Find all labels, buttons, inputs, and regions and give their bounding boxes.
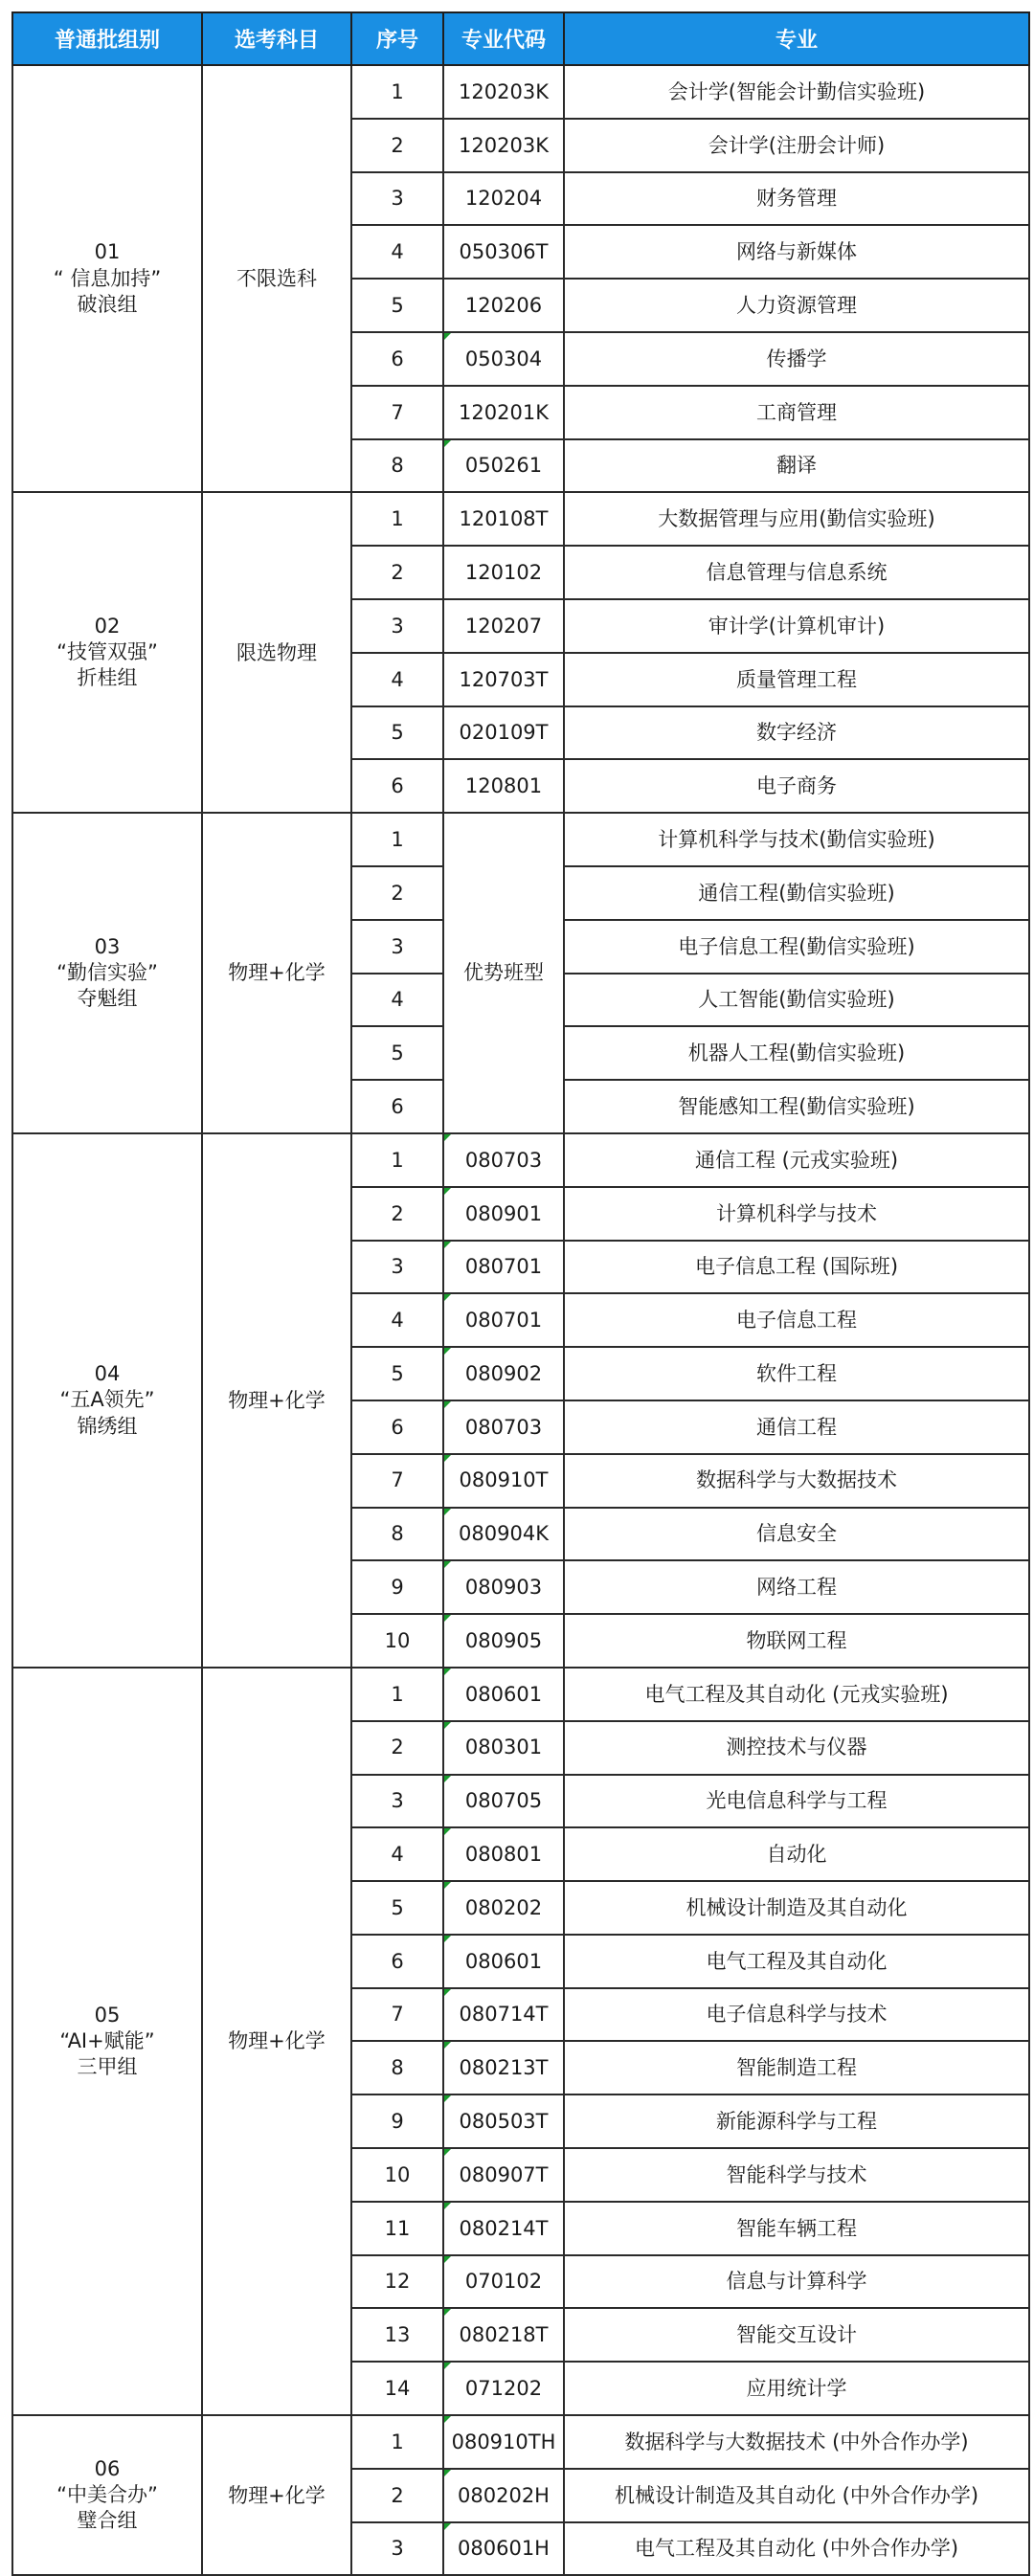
major-cell: 智能车辆工程: [564, 2202, 1029, 2255]
number-cell: 2: [351, 119, 443, 172]
number-cell: 5: [351, 279, 443, 332]
code-cell: 080902: [443, 1347, 564, 1400]
table-body: [12, 65, 1029, 2575]
header-code: 专业代码: [443, 12, 564, 65]
code-cell: 050306T: [443, 225, 564, 279]
number-cell: 6: [351, 332, 443, 386]
major-cell: 智能交互设计: [564, 2308, 1029, 2362]
major-cell: 财务管理: [564, 172, 1029, 226]
code-cell: 080701: [443, 1241, 564, 1294]
code-cell: 120102: [443, 546, 564, 599]
number-cell: 6: [351, 1935, 443, 1988]
major-cell: 智能感知工程(勤信实验班): [564, 1080, 1029, 1133]
major-cell: 测控技术与仪器: [564, 1721, 1029, 1775]
number-cell: 8: [351, 439, 443, 493]
code-cell: 080907T: [443, 2148, 564, 2202]
code-cell: 080705: [443, 1775, 564, 1828]
subject-cell: 不限选科: [202, 65, 351, 492]
major-cell: 光电信息科学与工程: [564, 1775, 1029, 1828]
code-cell: 020109T: [443, 706, 564, 760]
code-cell: 120207: [443, 599, 564, 653]
group-id: 04: [94, 1361, 121, 1385]
number-cell: 8: [351, 2041, 443, 2094]
number-cell: 5: [351, 1347, 443, 1400]
major-cell: 网络与新媒体: [564, 225, 1029, 279]
major-cell: 电气工程及其自动化 (中外合作办学): [564, 2522, 1029, 2576]
number-cell: 4: [351, 653, 443, 706]
number-cell: 6: [351, 1400, 443, 1454]
header-group: 普通批组别: [12, 12, 202, 65]
major-cell: 电子信息科学与技术: [564, 1988, 1029, 2042]
code-cell: 080301: [443, 1721, 564, 1775]
subject-cell: 限选物理: [202, 492, 351, 813]
header-number: 序号: [351, 12, 443, 65]
table-row: [12, 1133, 1029, 1187]
group-cell: [12, 65, 202, 492]
group-slogan: “技管双强”: [56, 640, 158, 664]
number-cell: 9: [351, 1560, 443, 1614]
code-cell: 080905: [443, 1614, 564, 1668]
code-cell: 120203K: [443, 119, 564, 172]
code-cell-merged: 优势班型: [443, 813, 564, 1133]
group-cell: [12, 1133, 202, 1668]
code-cell: 070102: [443, 2255, 564, 2309]
code-cell: 080701: [443, 1293, 564, 1347]
major-cell: 工商管理: [564, 386, 1029, 439]
subject-cell: 物理+化学: [202, 1668, 351, 2415]
subject-cell: 物理+化学: [202, 813, 351, 1133]
major-cell: 数据科学与大数据技术: [564, 1454, 1029, 1508]
major-cell: 翻译: [564, 439, 1029, 493]
code-cell: 080910TH: [443, 2415, 564, 2469]
major-cell: 通信工程(勤信实验班): [564, 866, 1029, 920]
table-row: [12, 65, 1029, 119]
major-cell: 审计学(计算机审计): [564, 599, 1029, 653]
major-cell: 人工智能(勤信实验班): [564, 974, 1029, 1027]
code-cell: 080214T: [443, 2202, 564, 2255]
major-cell: 机器人工程(勤信实验班): [564, 1026, 1029, 1080]
table-header: [12, 12, 1029, 65]
header-subject: 选考科目: [202, 12, 351, 65]
major-cell: 物联网工程: [564, 1614, 1029, 1668]
group-name: 锦绣组: [77, 1414, 138, 1438]
number-cell: 10: [351, 2148, 443, 2202]
major-cell: 电子信息工程(勤信实验班): [564, 920, 1029, 974]
major-cell: 通信工程: [564, 1400, 1029, 1454]
subject-cell: 物理+化学: [202, 2415, 351, 2575]
subject-cell: 物理+化学: [202, 1133, 351, 1668]
number-cell: 2: [351, 1721, 443, 1775]
number-cell: 5: [351, 706, 443, 760]
code-cell: 120801: [443, 759, 564, 813]
code-cell: 080703: [443, 1133, 564, 1187]
major-cell: 机械设计制造及其自动化: [564, 1881, 1029, 1935]
major-cell: 智能科学与技术: [564, 2148, 1029, 2202]
major-cell: 信息与计算科学: [564, 2255, 1029, 2309]
group-name: 折桂组: [77, 666, 138, 690]
group-cell: [12, 813, 202, 1133]
major-cell: 智能制造工程: [564, 2041, 1029, 2094]
code-cell: 080202H: [443, 2469, 564, 2522]
header-major: 专业: [564, 12, 1029, 65]
major-cell: 电子信息工程: [564, 1293, 1029, 1347]
table-row: [12, 492, 1029, 546]
number-cell: 7: [351, 1454, 443, 1508]
code-cell: 080601: [443, 1935, 564, 1988]
major-cell: 自动化: [564, 1827, 1029, 1881]
code-cell: 080910T: [443, 1454, 564, 1508]
majors-table: [11, 11, 1030, 2576]
major-cell: 会计学(注册会计师): [564, 119, 1029, 172]
number-cell: 1: [351, 65, 443, 119]
code-cell: 120204: [443, 172, 564, 226]
code-cell: 071202: [443, 2362, 564, 2415]
major-cell: 网络工程: [564, 1560, 1029, 1614]
code-cell: 050304: [443, 332, 564, 386]
number-cell: 2: [351, 2469, 443, 2522]
number-cell: 1: [351, 1133, 443, 1187]
major-cell: 机械设计制造及其自动化 (中外合作办学): [564, 2469, 1029, 2522]
number-cell: 2: [351, 1187, 443, 1241]
code-cell: 080903: [443, 1560, 564, 1614]
number-cell: 2: [351, 546, 443, 599]
number-cell: 8: [351, 1508, 443, 1561]
group-slogan: “AI+赋能”: [59, 2028, 155, 2052]
code-cell: 120703T: [443, 653, 564, 706]
number-cell: 3: [351, 599, 443, 653]
code-cell: 080801: [443, 1827, 564, 1881]
group-slogan: “五A领先”: [59, 1388, 155, 1412]
number-cell: 9: [351, 2094, 443, 2148]
number-cell: 3: [351, 172, 443, 226]
major-cell: 数据科学与大数据技术 (中外合作办学): [564, 2415, 1029, 2469]
number-cell: 1: [351, 813, 443, 866]
group-id: 05: [94, 2003, 121, 2027]
major-cell: 会计学(智能会计勤信实验班): [564, 65, 1029, 119]
major-cell: 应用统计学: [564, 2362, 1029, 2415]
table-row: [12, 813, 1029, 866]
number-cell: 10: [351, 1614, 443, 1668]
number-cell: 12: [351, 2255, 443, 2309]
major-cell: 大数据管理与应用(勤信实验班): [564, 492, 1029, 546]
number-cell: 4: [351, 1293, 443, 1347]
number-cell: 4: [351, 974, 443, 1027]
major-cell: 质量管理工程: [564, 653, 1029, 706]
code-cell: 080703: [443, 1400, 564, 1454]
group-id: 02: [94, 614, 121, 638]
code-cell: 080202: [443, 1881, 564, 1935]
major-cell: 信息安全: [564, 1508, 1029, 1561]
number-cell: 6: [351, 759, 443, 813]
major-cell: 软件工程: [564, 1347, 1029, 1400]
number-cell: 3: [351, 2522, 443, 2576]
code-cell: 080901: [443, 1187, 564, 1241]
number-cell: 7: [351, 1988, 443, 2042]
number-cell: 3: [351, 1241, 443, 1294]
number-cell: 5: [351, 1026, 443, 1080]
group-cell: [12, 1668, 202, 2415]
number-cell: 14: [351, 2362, 443, 2415]
number-cell: 11: [351, 2202, 443, 2255]
code-cell: 050261: [443, 439, 564, 493]
number-cell: 5: [351, 1881, 443, 1935]
number-cell: 13: [351, 2308, 443, 2362]
group-slogan: “中美合办”: [56, 2483, 158, 2507]
group-name: 璧合组: [77, 2509, 138, 2533]
group-name: 夺魁组: [77, 987, 138, 1011]
number-cell: 6: [351, 1080, 443, 1133]
code-cell: 080213T: [443, 2041, 564, 2094]
major-cell: 计算机科学与技术(勤信实验班): [564, 813, 1029, 866]
table-row: [12, 1668, 1029, 1721]
group-name: 三甲组: [77, 2055, 138, 2079]
major-cell: 电子商务: [564, 759, 1029, 813]
code-cell: 120206: [443, 279, 564, 332]
major-cell: 电子信息工程 (国际班): [564, 1241, 1029, 1294]
group-slogan: “勤信实验”: [56, 960, 158, 984]
group-cell: [12, 492, 202, 813]
header-row: [12, 12, 1029, 65]
code-cell: 080601H: [443, 2522, 564, 2576]
number-cell: 4: [351, 1827, 443, 1881]
number-cell: 7: [351, 386, 443, 439]
code-cell: 080714T: [443, 1988, 564, 2042]
number-cell: 3: [351, 920, 443, 974]
code-cell: 120201K: [443, 386, 564, 439]
code-cell: 080218T: [443, 2308, 564, 2362]
number-cell: 4: [351, 225, 443, 279]
group-id: 01: [94, 240, 121, 264]
code-cell: 080601: [443, 1668, 564, 1721]
number-cell: 2: [351, 866, 443, 920]
major-cell: 通信工程 (元戎实验班): [564, 1133, 1029, 1187]
major-cell: 数字经济: [564, 706, 1029, 760]
group-id: 06: [94, 2456, 121, 2480]
major-cell: 计算机科学与技术: [564, 1187, 1029, 1241]
code-cell: 120108T: [443, 492, 564, 546]
number-cell: 1: [351, 492, 443, 546]
table-row: [12, 2415, 1029, 2469]
major-cell: 信息管理与信息系统: [564, 546, 1029, 599]
major-cell: 人力资源管理: [564, 279, 1029, 332]
code-cell: 120203K: [443, 65, 564, 119]
major-cell: 电气工程及其自动化 (元戎实验班): [564, 1668, 1029, 1721]
group-cell: [12, 2415, 202, 2575]
code-cell: 080503T: [443, 2094, 564, 2148]
number-cell: 1: [351, 2415, 443, 2469]
code-cell: 080904K: [443, 1508, 564, 1561]
major-cell: 传播学: [564, 332, 1029, 386]
major-cell: 新能源科学与工程: [564, 2094, 1029, 2148]
number-cell: 1: [351, 1668, 443, 1721]
number-cell: 3: [351, 1775, 443, 1828]
major-cell: 电气工程及其自动化: [564, 1935, 1029, 1988]
group-name: 破浪组: [77, 292, 138, 316]
group-slogan: “ 信息加持”: [53, 266, 162, 290]
group-id: 03: [94, 934, 121, 958]
